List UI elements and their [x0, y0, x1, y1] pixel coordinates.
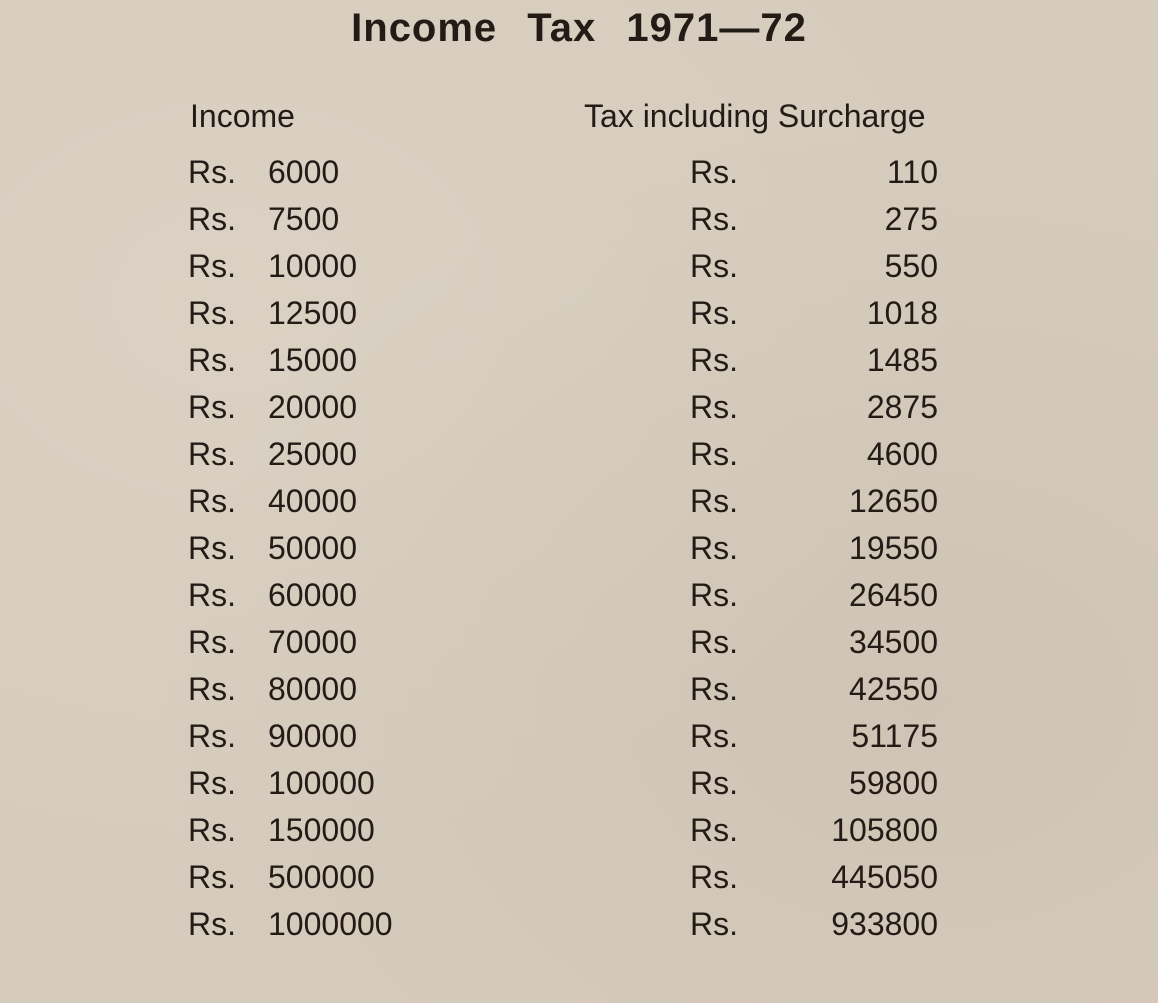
income-currency-label: Rs.: [188, 812, 236, 848]
tax-currency-label: Rs.: [690, 154, 738, 190]
tax-currency-label: Rs.: [690, 765, 738, 801]
table-row: [0, 902, 1158, 949]
table-row: [0, 385, 1158, 432]
table-row: [0, 197, 1158, 244]
tax-currency-label: Rs.: [690, 483, 738, 519]
income-currency-label: Rs.: [188, 201, 236, 237]
table-row: [0, 291, 1158, 338]
table-row: [0, 855, 1158, 902]
income-currency-label: Rs.: [188, 436, 236, 472]
income-currency-label: Rs.: [188, 154, 236, 190]
income-currency-label: Rs.: [188, 859, 236, 895]
income-value: 12500: [268, 295, 357, 331]
tax-value: 2875: [866, 389, 938, 425]
table-row: [0, 150, 1158, 197]
tax-currency-label: Rs.: [690, 859, 738, 895]
table-row: [0, 761, 1158, 808]
income-value: 500000: [268, 859, 375, 895]
income-column-header: Income: [190, 98, 295, 134]
tax-value: 19550: [849, 530, 938, 566]
tax-column-header: Tax including Surcharge: [584, 98, 926, 134]
income-value: 7500: [268, 201, 340, 237]
income-value: 90000: [268, 718, 357, 754]
tax-value: 34500: [849, 624, 938, 660]
income-value: 1000000: [268, 906, 393, 942]
income-currency-label: Rs.: [188, 389, 236, 425]
tax-currency-label: Rs.: [690, 342, 738, 378]
income-currency-label: Rs.: [188, 765, 236, 801]
table-row: [0, 526, 1158, 573]
income-value: 50000: [268, 530, 357, 566]
tax-currency-label: Rs.: [690, 248, 738, 284]
table-row: [0, 244, 1158, 291]
income-value: 25000: [268, 436, 357, 472]
tax-value: 1018: [866, 295, 938, 331]
tax-currency-label: Rs.: [690, 389, 738, 425]
income-currency-label: Rs.: [188, 577, 236, 613]
table-row: [0, 338, 1158, 385]
table-row: [0, 667, 1158, 714]
tax-value: 12650: [849, 483, 938, 519]
tax-currency-label: Rs.: [690, 577, 738, 613]
tax-currency-label: Rs.: [690, 624, 738, 660]
tax-currency-label: Rs.: [690, 812, 738, 848]
income-currency-label: Rs.: [188, 624, 236, 660]
income-value: 10000: [268, 248, 357, 284]
income-value: 6000: [268, 154, 340, 190]
table-row: [0, 620, 1158, 667]
income-value: 70000: [268, 624, 357, 660]
income-currency-label: Rs.: [188, 906, 236, 942]
tax-currency-label: Rs.: [690, 295, 738, 331]
table-row: [0, 432, 1158, 479]
tax-value: 550: [884, 248, 938, 284]
income-currency-label: Rs.: [188, 671, 236, 707]
tax-value: 445050: [831, 859, 938, 895]
income-currency-label: Rs.: [188, 718, 236, 754]
income-currency-label: Rs.: [188, 483, 236, 519]
income-currency-label: Rs.: [188, 295, 236, 331]
tax-value: 51175: [851, 718, 938, 754]
income-value: 15000: [268, 342, 357, 378]
tax-value: 4600: [866, 436, 938, 472]
income-currency-label: Rs.: [188, 530, 236, 566]
income-value: 60000: [268, 577, 357, 613]
income-value: 80000: [268, 671, 357, 707]
tax-currency-label: Rs.: [690, 201, 738, 237]
page-title: Income Tax 1971—72: [351, 6, 807, 50]
income-value: 100000: [268, 765, 375, 801]
tax-value: 933800: [831, 906, 938, 942]
tax-value: 42550: [849, 671, 938, 707]
table-row: [0, 808, 1158, 855]
income-currency-label: Rs.: [188, 342, 236, 378]
tax-currency-label: Rs.: [690, 906, 738, 942]
income-value: 40000: [268, 483, 357, 519]
tax-currency-label: Rs.: [690, 718, 738, 754]
income-value: 20000: [268, 389, 357, 425]
tax-value: 105800: [831, 812, 938, 848]
tax-currency-label: Rs.: [690, 671, 738, 707]
tax-value: 110: [886, 154, 938, 190]
tax-value: 1485: [866, 342, 938, 378]
tax-currency-label: Rs.: [690, 530, 738, 566]
tax-value: 59800: [849, 765, 938, 801]
income-value: 150000: [268, 812, 375, 848]
tax-value: 26450: [849, 577, 938, 613]
tax-currency-label: Rs.: [690, 436, 738, 472]
table-row: [0, 573, 1158, 620]
tax-table: [0, 150, 1158, 949]
table-row: [0, 479, 1158, 526]
table-row: [0, 714, 1158, 761]
tax-value: 275: [884, 201, 938, 237]
income-currency-label: Rs.: [188, 248, 236, 284]
